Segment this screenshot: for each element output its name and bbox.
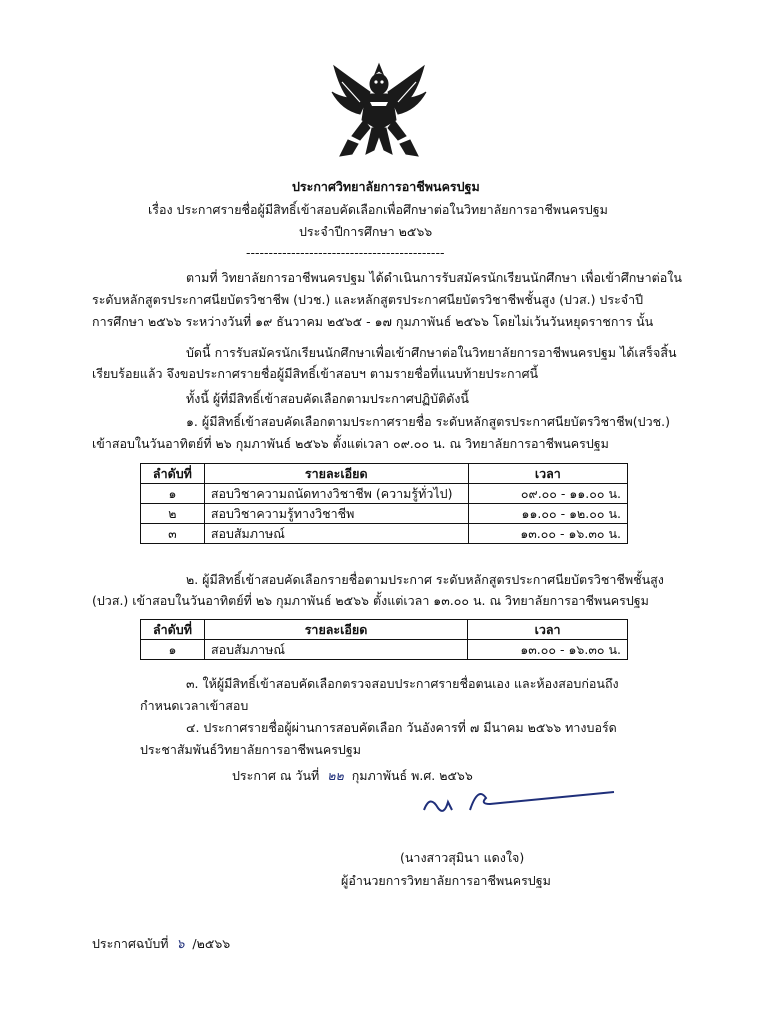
table-row [141, 504, 628, 524]
document-number-prefix: ประกาศฉบับที่ [92, 936, 169, 951]
table-cell: ๑ [141, 640, 205, 660]
table-header-row [141, 620, 628, 640]
table-cell: สอบสัมภาษณ์ [204, 640, 467, 660]
paragraph-3: ทั้งนี้ ผู้ที่มีสิทธิ์เข้าสอบคัดเลือกตามประกาศปฏิบัติดังนี้ [186, 391, 469, 406]
table-cell: ๑๑.๐๐ - ๑๒.๐๐ น. [468, 504, 627, 524]
table-cell: ๓ [141, 524, 205, 544]
item-3-line-1: ๓. ให้ผู้มีสิทธิ์เข้าสอบคัดเลือกตรวจสอบประกาศรายชื่อตนเอง และห้องสอบก่อนถึง [186, 676, 619, 691]
table-header-cell: รายละเอียด [204, 464, 468, 484]
table-row [141, 524, 628, 544]
paragraph-2-line-1: บัดนี้ การรับสมัครนักเรียนนักศึกษาเพื่อเข้าศึกษาต่อในวิทยาลัยการอาชีพนครปฐม ได้เสร็จสิ้น [186, 345, 677, 360]
table-cell: ๐๙.๐๐ - ๑๑.๐๐ น. [468, 484, 627, 504]
table-cell: ๑๓.๐๐ - ๑๖.๓๐ น. [468, 640, 628, 660]
table-cell: ๑๓.๐๐ - ๑๖.๓๐ น. [468, 524, 627, 544]
signature-icon [418, 780, 618, 820]
item-1-line-2: เข้าสอบในวันอาทิตย์ที่ ๒๖ กุมภาพันธ์ ๒๕๖๖ ตั้งแต่เวลา ๐๙.๐๐ น. ณ วิทยาลัยการอาชีพนครปฐม [92, 436, 609, 451]
table-cell: สอบวิชาความถนัดทางวิชาชีพ (ความรู้ทั่วไป) [204, 484, 468, 504]
item-4-line-2: ประชาสัมพันธ์วิทยาลัยการอาชีพนครปฐม [140, 742, 361, 757]
table-header-cell: รายละเอียด [204, 620, 467, 640]
document-number [92, 936, 230, 952]
table-cell: สอบวิชาความรู้ทางวิชาชีพ [204, 504, 468, 524]
announcement-title: ประกาศวิทยาลัยการอาชีพนครปฐม [292, 179, 480, 194]
announcement-date-suffix: กุมภาพันธ์ พ.ศ. ๒๕๖๖ [351, 768, 473, 783]
table-row [141, 640, 628, 660]
paragraph-1-line-1: ตามที่ วิทยาลัยการอาชีพนครปฐม ได้ดำเนินการรับสมัครนักเรียนนักศึกษา เพื่อเข้าศึกษาต่อใน [186, 270, 682, 285]
announcement-date-prefix: ประกาศ ณ วันที่ [232, 768, 320, 783]
garuda-emblem-icon [330, 58, 428, 160]
announcement-subject: เรื่อง ประกาศรายชื่อผู้มีสิทธิ์เข้าสอบคัดเลือกเพื่อศึกษาต่อในวิทยาลัยการอาชีพนครปฐม [148, 202, 608, 217]
document-number-suffix: /๒๕๖๖ [192, 936, 231, 951]
table-cell: ๑ [141, 484, 205, 504]
item-1-line-1: ๑. ผู้มีสิทธิ์เข้าสอบคัดเลือกตามประกาศรายชื่อ ระดับหลักสูตรประกาศนียบัตรวิชาชีพ(ปวช.) [186, 414, 670, 429]
table-header-cell: ลำดับที่ [141, 464, 205, 484]
table-cell: ๒ [141, 504, 205, 524]
announcement-date-day: ๒๒ [327, 768, 344, 783]
table-header-cell: เวลา [468, 620, 628, 640]
paragraph-2-line-2: เรียบร้อยแล้ว จึงขอประกาศรายชื่อผู้มีสิทธิ์เข้าสอบฯ ตามรายชื่อที่แนบท้ายประกาศนี้ [92, 366, 539, 381]
paragraph-1-line-2: ระดับหลักสูตรประกาศนียบัตรวิชาชีพ (ปวช.) และหลักสูตรประกาศนียบัตรวิชาชีพชั้นสูง (ปวส.) ประจำปี [92, 292, 644, 307]
academic-year-line: ประจำปีการศึกษา ๒๕๖๖ [299, 224, 433, 239]
table-cell: สอบสัมภาษณ์ [204, 524, 468, 544]
signer-title: ผู้อำนวยการวิทยาลัยการอาชีพนครปฐม [341, 873, 551, 888]
signer-name: (นางสาวสุมินา แดงใจ) [400, 850, 525, 865]
item-4-line-1: ๔. ประกาศรายชื่อผู้ผ่านการสอบคัดเลือก วันอังคารที่ ๗ มีนาคม ๒๕๖๖ ทางบอร์ด [186, 720, 617, 735]
paragraph-1-line-3: การศึกษา ๒๕๖๖ ระหว่างวันที่ ๑๙ ธันวาคม ๒๕๖๕ - ๑๗ กุมภาพันธ์ ๒๕๖๖ โดยไม่เว้นวันหยุดราชการ นั้น [92, 314, 654, 329]
item-3-line-2: กำหนดเวลาเข้าสอบ [140, 698, 249, 713]
table-row [141, 484, 628, 504]
document-number-value: ๖ [176, 936, 185, 951]
item-2-line-2: (ปวส.) เข้าสอบในวันอาทิตย์ที่ ๒๖ กุมภาพันธ์ ๒๕๖๖ ตั้งแต่เวลา ๑๓.๐๐ น. ณ วิทยาลัยการอาชีพนครปฐม [92, 593, 649, 608]
item-2-line-1: ๒. ผู้มีสิทธิ์เข้าสอบคัดเลือกรายชื่อตามประกาศ ระดับหลักสูตรประกาศนียบัตรวิชาชีพชั้นสูง [186, 572, 664, 587]
table-header-cell: เวลา [468, 464, 627, 484]
header-separator: -------------------------------------------- [246, 245, 445, 260]
schedule-table-1 [140, 463, 628, 544]
table-header-cell: ลำดับที่ [141, 620, 205, 640]
table-header-row [141, 464, 628, 484]
schedule-table-2 [140, 619, 628, 660]
